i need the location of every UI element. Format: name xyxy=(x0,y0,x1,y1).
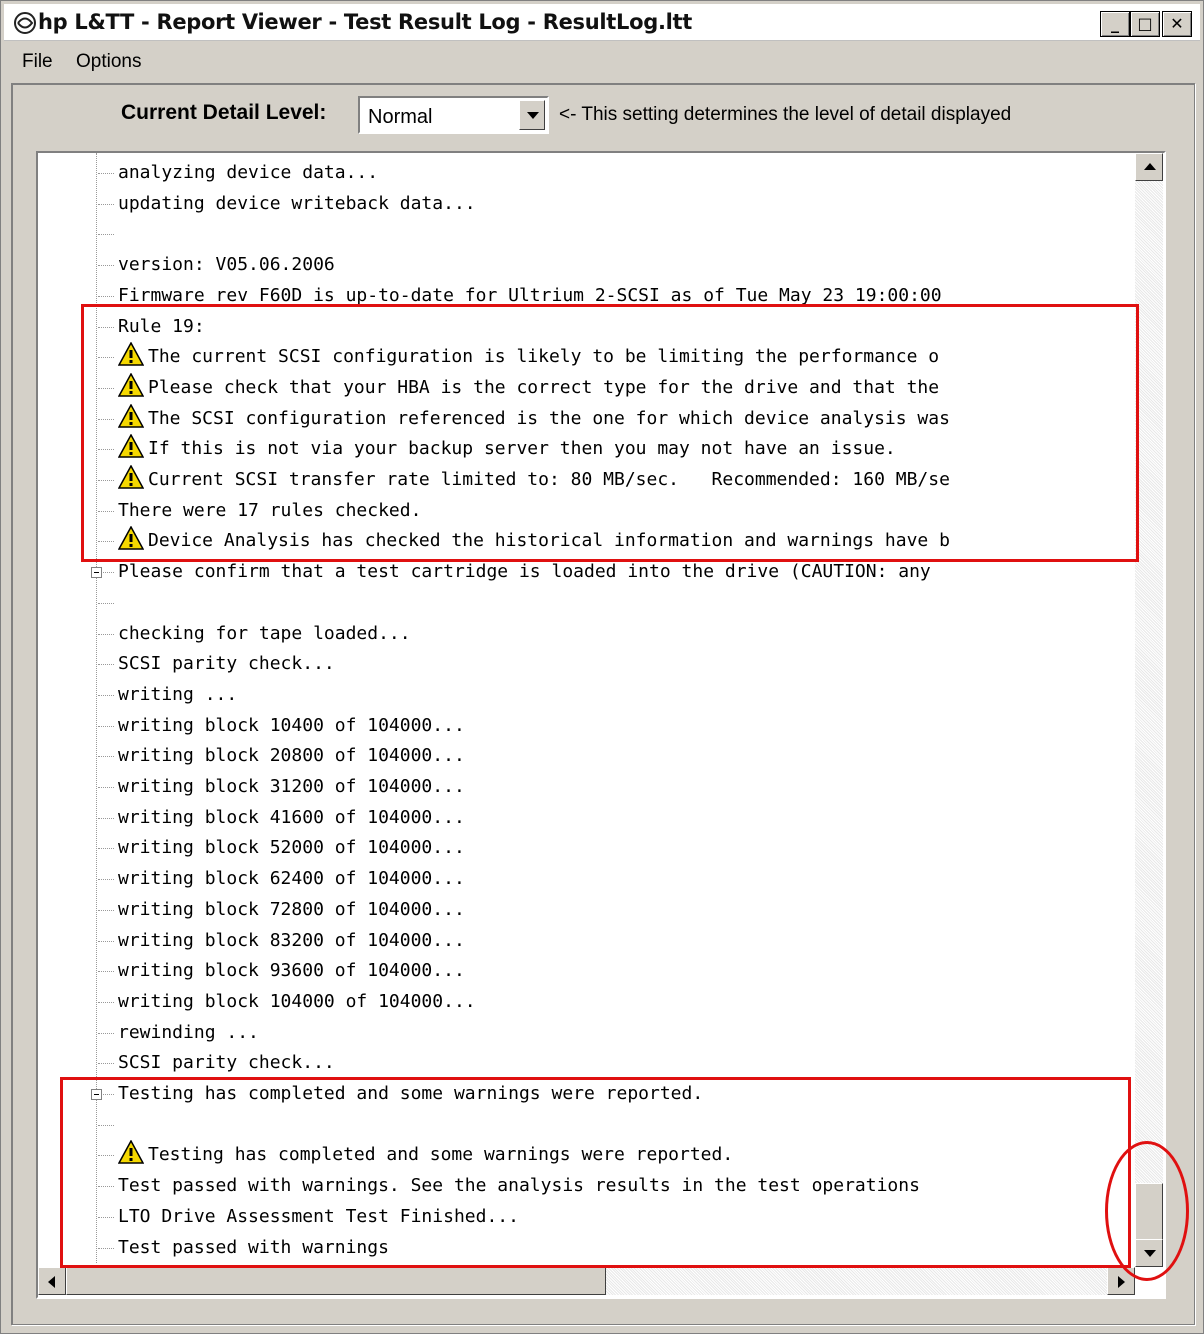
log-line-text: writing block 104000 of 104000... xyxy=(118,990,476,1012)
log-line-text: There were 17 rules checked. xyxy=(118,499,422,521)
log-line-text: Rule 19: xyxy=(118,315,205,337)
tree-connector xyxy=(98,1063,114,1065)
log-line-text: The current SCSI configuration is likely to be limiting the performance o xyxy=(148,346,940,368)
log-line-text: writing ... xyxy=(118,683,238,705)
log-line[interactable] xyxy=(118,158,1158,188)
tree-connector xyxy=(98,1033,114,1035)
highlight-warnings-box xyxy=(81,304,1139,562)
log-line[interactable] xyxy=(118,864,1158,894)
log-line[interactable] xyxy=(118,1048,1158,1078)
log-line[interactable] xyxy=(118,987,1158,1017)
app-icon xyxy=(12,10,38,36)
tree-connector xyxy=(98,879,114,881)
log-line-text: Testing has completed and some warnings were reported. xyxy=(148,1144,734,1166)
tree-connector xyxy=(98,1002,114,1004)
log-line-text: Current SCSI transfer rate limited to: 80 MB/sec. Recommended: 160 MB/se xyxy=(148,469,950,490)
title-bar[interactable] xyxy=(4,4,1200,41)
menu-file[interactable]: File xyxy=(22,51,53,72)
log-line-text: version: V05.06.2006 xyxy=(118,254,335,276)
log-line[interactable] xyxy=(118,680,1158,710)
log-line-text: writing block 52000 of 104000... xyxy=(118,837,465,859)
log-line[interactable] xyxy=(118,803,1158,833)
tree-connector xyxy=(98,971,114,973)
log-line[interactable] xyxy=(118,219,1158,249)
log-line-text: writing block 41600 of 104000... xyxy=(118,806,465,828)
log-line[interactable] xyxy=(118,711,1158,741)
log-line-text: The SCSI configuration referenced is the one for which device analysis was xyxy=(148,407,950,429)
log-line-text: SCSI parity check... xyxy=(118,1052,335,1074)
log-line-text: updating device writeback data... xyxy=(118,192,476,214)
tree-connector xyxy=(98,296,114,298)
log-line[interactable] xyxy=(118,1018,1158,1048)
arrow-up-icon xyxy=(1144,163,1156,170)
detail-level-select[interactable] xyxy=(358,96,549,134)
log-line[interactable] xyxy=(118,926,1158,956)
log-line-text: SCSI parity check... xyxy=(118,653,335,675)
log-line-text: Test passed with warnings. See the analysis results in the test operations xyxy=(118,1175,931,1197)
log-line-text: Device Analysis has checked the historical information and warnings have b xyxy=(148,530,950,552)
log-line[interactable] xyxy=(118,741,1158,771)
log-line-text: writing block 31200 of 104000... xyxy=(118,776,465,797)
collapse-toggle-icon[interactable] xyxy=(91,567,102,578)
dropdown-button[interactable] xyxy=(519,100,545,130)
tree-connector xyxy=(98,848,114,850)
log-line-text: Please check that your HBA is the correct type for the drive and that the xyxy=(148,376,940,398)
tree-connector xyxy=(98,910,114,912)
arrow-left-icon xyxy=(48,1276,55,1288)
tree-connector xyxy=(98,818,114,820)
log-line-text: writing block 72800 of 104000... xyxy=(118,898,465,920)
tree-connector xyxy=(98,787,114,789)
maximize-button[interactable]: □ xyxy=(1130,11,1160,37)
detail-level-label: Current Detail Level: xyxy=(121,101,327,124)
log-line-text: writing block 20800 of 104000... xyxy=(118,745,465,767)
log-line-text: writing block 10400 of 104000... xyxy=(118,714,465,736)
horizontal-scroll-thumb[interactable] xyxy=(66,1267,606,1295)
log-line-text: writing block 93600 of 104000... xyxy=(118,960,465,982)
log-line[interactable] xyxy=(118,250,1158,280)
arrow-right-icon xyxy=(1118,1276,1125,1288)
tree-connector xyxy=(98,265,114,267)
scroll-up-button[interactable] xyxy=(1135,153,1163,181)
log-line[interactable] xyxy=(118,189,1158,219)
detail-level-value: Normal xyxy=(368,106,433,128)
log-line[interactable] xyxy=(118,619,1158,649)
log-line-text: Firmware rev F60D is up-to-date for Ultrium 2-SCSI as of Tue May 23 19:00:00 xyxy=(118,284,942,306)
tree-connector xyxy=(98,756,114,758)
log-line[interactable] xyxy=(118,895,1158,925)
tree-connector xyxy=(98,726,114,728)
tree-connector xyxy=(98,664,114,666)
minimize-button[interactable]: _ xyxy=(1100,11,1130,37)
tree-connector xyxy=(98,234,114,236)
log-line[interactable] xyxy=(118,649,1158,679)
chevron-down-icon xyxy=(527,112,539,119)
log-line-text: Testing has completed and some warnings were reported. xyxy=(118,1083,704,1104)
highlight-scrollbar-oval xyxy=(1105,1141,1189,1281)
close-button[interactable]: ✕ xyxy=(1162,11,1192,37)
tree-connector xyxy=(98,634,114,636)
tree-connector xyxy=(98,695,114,697)
menu-options[interactable]: Options xyxy=(76,51,142,72)
log-line-text: writing block 62400 of 104000... xyxy=(118,868,465,890)
vertical-scrollbar[interactable] xyxy=(1135,153,1163,1267)
log-line-text: Test passed with warnings xyxy=(118,1236,389,1258)
tree-connector xyxy=(98,941,114,943)
log-line[interactable] xyxy=(118,833,1158,863)
tree-connector xyxy=(98,173,114,175)
window-title: hp L&TT - Report Viewer - Test Result Log - ResultLog.ltt xyxy=(38,10,693,34)
log-line[interactable] xyxy=(118,956,1158,986)
tree-connector xyxy=(98,603,114,605)
log-line[interactable] xyxy=(118,588,1158,618)
menu-bar xyxy=(4,45,1200,79)
log-line-text: rewinding ... xyxy=(118,1021,259,1043)
log-line-text: If this is not via your backup server then you may not have an issue. xyxy=(148,438,896,460)
log-line-text: checking for tape loaded... xyxy=(118,622,411,644)
tree-connector xyxy=(98,204,114,206)
detail-level-hint: <- This setting determines the level of detail displayed xyxy=(559,104,1012,125)
highlight-results-box xyxy=(60,1077,1131,1268)
log-line[interactable] xyxy=(118,772,1158,802)
scroll-left-button[interactable] xyxy=(38,1267,66,1295)
log-line-text: Please confirm that a test cartridge is loaded into the drive (CAUTION: any xyxy=(118,561,931,583)
log-line-text: analyzing device data... xyxy=(118,162,379,183)
log-line-text: writing block 83200 of 104000... xyxy=(118,929,465,951)
log-line-text: LTO Drive Assessment Test Finished... xyxy=(118,1205,519,1227)
